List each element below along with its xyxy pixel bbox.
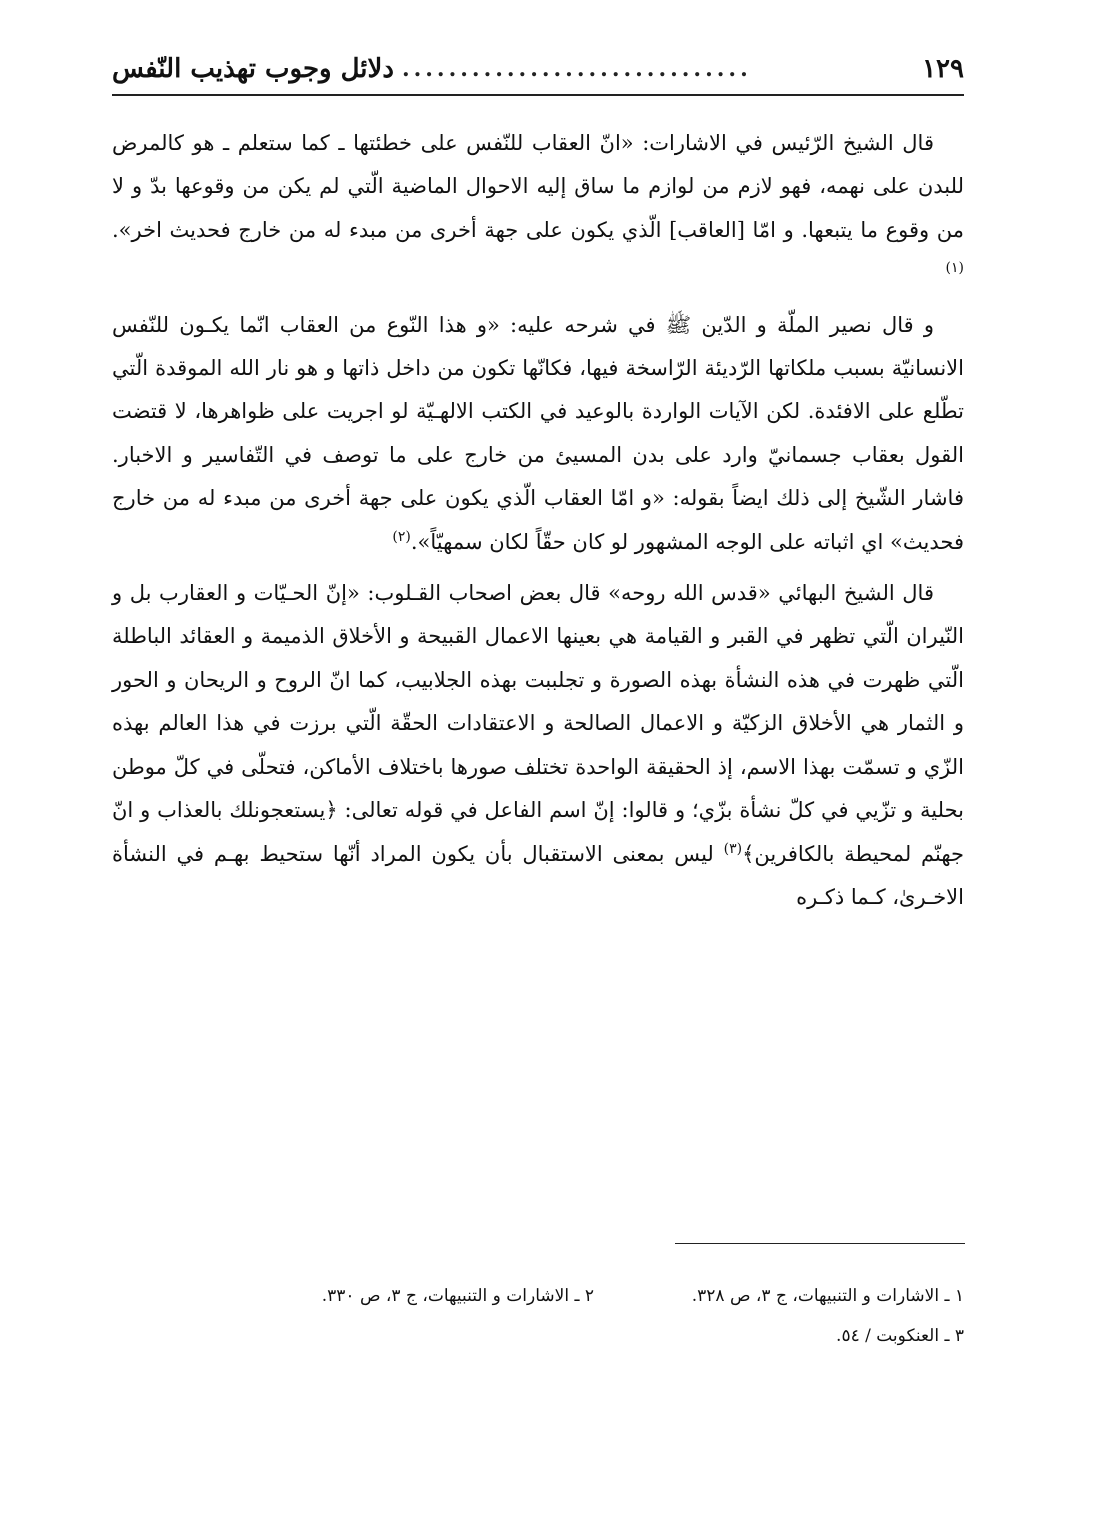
paragraph-tusi bbox=[112, 304, 964, 564]
paragraph-ibn-sina bbox=[112, 122, 964, 296]
footnote-1: ١ ـ الاشارات و التنبيهات، ج ٣، ص ٣٢٨. bbox=[691, 1286, 964, 1306]
paragraph-text: قال الشيخ الرّئيس في الاشارات: «انّ العقاب للنّفس على خطئتها ـ كما ستعلم ـ هو كالمرض للبدن على نهمه، فهو لازم من لوازم ما ساق إليه الاحوال الماضية الّتي لم يكن من وقوعها بدّ و لا من وقوع ما يتبعها. و امّا [العاقب] الّذي يكون على جهة أخرى من مبدء له من خارج فحديث اخر». bbox=[112, 131, 964, 242]
chapter-title: دلائل وجوب تهذيب النّفس bbox=[112, 54, 394, 84]
footnote-3: ٣ ـ العنكوبت / ٥٤. bbox=[836, 1326, 964, 1346]
page-number: ١٢٩ bbox=[922, 54, 964, 84]
footnote-ref-3: (٣) bbox=[723, 840, 743, 857]
footnote-ref-2: (٢) bbox=[392, 528, 411, 545]
paragraph-bahai bbox=[112, 572, 964, 919]
footnote-2: ٢ ـ الاشارات و التنبيهات، ج ٣، ص ٣٣٠. bbox=[321, 1286, 594, 1306]
footnote-ref-1: (١) bbox=[945, 260, 964, 277]
paragraph-text: قال الشيخ البهائي «قدس الله روحه» قال بعض اصحاب القـلوب: «إنّ الحـيّات و العقارب بل و النّيران الّتي تظهر في القبر و القيامة هي بعينها الاعمال القبيحة و الأخلاق الذميمة و العقائد الباطلة الّتي ظهرت في هذه النشأة بهذه الصورة و تجلببت بهذه الجلابيب، كما انّ الروح و الريحان و الحور و الثمار هي الأخلاق الزكيّة و الاعمال الصالحة و الاعتقادات الحقّة الّتي برزت في هذا العالم بهذه الزّي و تسمّت بهذا الاسم، إذ الحقيقة الواحدة تختلف صورها باختلاف الأماكن، فتحلّى في كلّ موطن بحلية و تزّيي في كلّ نشأة بزّي؛ و قالوا: إنّ اسم الفاعل في قوله تعالى: ﴿يستعجونلك بالعذاب و انّ جهنّم لمحيطة بالكافرين﴾ bbox=[112, 581, 964, 866]
header-leader-dots: .............................. bbox=[401, 56, 752, 82]
running-header bbox=[112, 44, 964, 96]
paragraph-text-continued: ليس بمعنى الاستقبال بأن يكون المراد أنّها ستحيط بهـم في النشأة الاخـرىٰ، كـما ذكـره bbox=[112, 841, 964, 909]
footnote-separator bbox=[675, 1243, 965, 1244]
paragraph-text: و قال نصير الملّة و الدّين ﷺ في شرحه عليه: «و هذا النّوع من العقاب انّما يكـون للنّفس الانسانيّة بسبب ملكاتها الرّديئة الرّاسخة فيها، فكانّها تكون من داخل ذاتها و هو نار الله الموقدة الّتي تطّلع على الافئدة. لكن الآيات الواردة بالوعيد في الكتب الالهـيّة لو اجريت على ظواهرها، لا قتضت القول بعقاب جسمانيّ وارد على بدن المسيئ من خارج على ما توصف في التّفاسير و الاخبار. فاشار الشّيخ إلى ذلك ايضاً بقوله: «و امّا العقاب الّذي يكون على جهة أخرى من مبدء له من خارج فحديث» اي اثباته على الوجه المشهور لو كان حقّاً لكان سمهيّاً». bbox=[112, 312, 964, 554]
footnote-row bbox=[112, 1316, 964, 1356]
footnotes bbox=[112, 1276, 964, 1356]
footnote-row bbox=[112, 1276, 964, 1316]
main-text bbox=[112, 122, 964, 927]
